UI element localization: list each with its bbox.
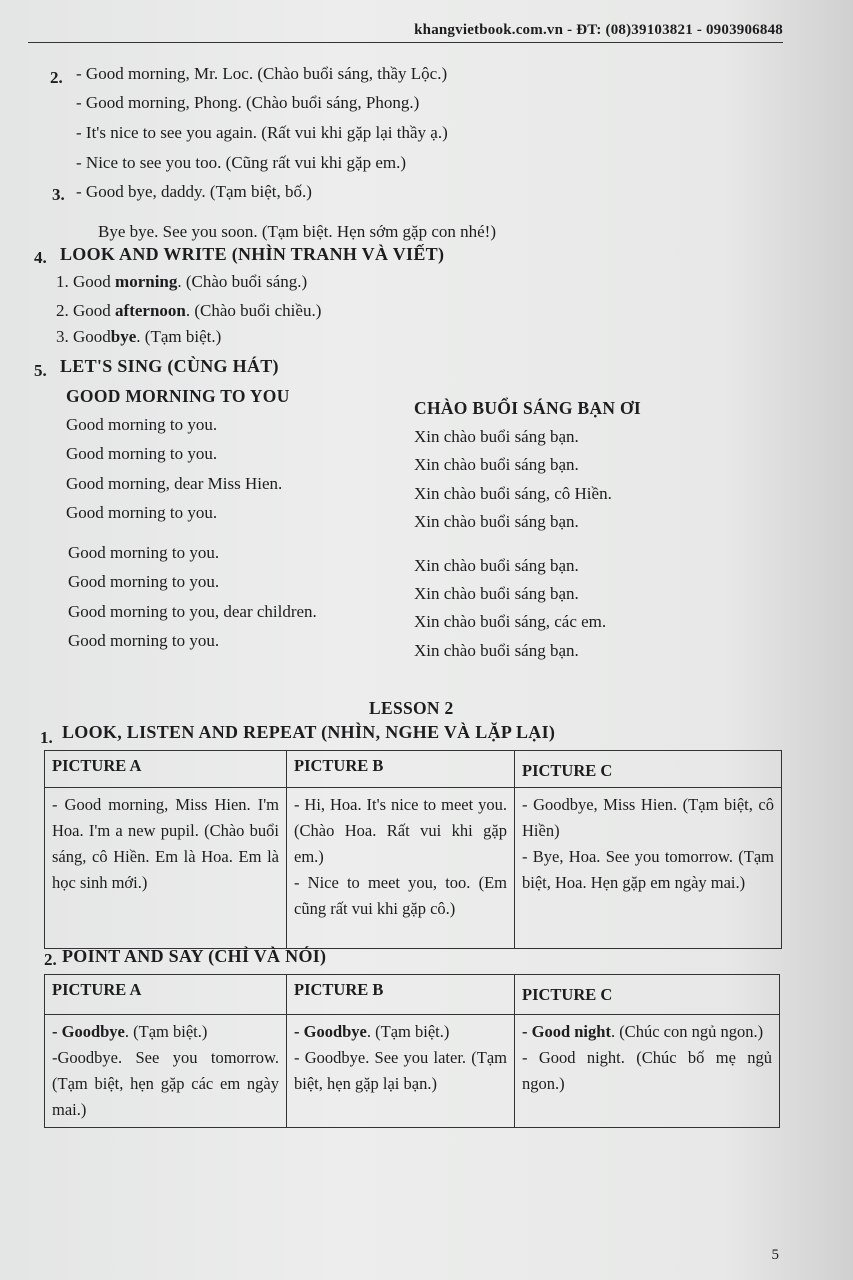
part-1-title: LOOK, LISTEN AND REPEAT (NHÌN, NGHE VÀ LẶP LẠI) xyxy=(62,722,556,742)
song-line: Xin chào buổi sáng bạn. xyxy=(414,584,579,603)
cell-line xyxy=(522,1019,772,1045)
song-line: Xin chào buổi sáng bạn. xyxy=(414,641,579,660)
dialogue-3-number: 3. xyxy=(52,185,65,204)
cell-picture-a: - Good morning, Miss Hien. I'm Hoa. I'm a new pupil. (Chào buổi sáng, cô Hiền. Em là Hoa. Em là học sinh mới.) xyxy=(45,788,287,949)
item-answer: afternoon xyxy=(115,301,186,320)
item-post: . (Tạm biệt.) xyxy=(136,327,222,346)
answer-bold: - Good night xyxy=(522,1022,611,1041)
header-picture-c: PICTURE C xyxy=(515,975,780,1015)
table-row xyxy=(45,788,782,949)
cell-picture-a xyxy=(45,1015,287,1128)
section-4-number: 4. xyxy=(34,248,47,267)
answer-item xyxy=(56,301,321,321)
cell-picture-b: - Hi, Hoa. It's nice to meet you. (Chào Hoa. Rất vui khi gặp em.) - Nice to meet you, too. (Em cũng rất vui khi gặp cô.) xyxy=(287,788,515,949)
item-number: 1. xyxy=(56,272,69,291)
song-line: Good morning to you. xyxy=(68,543,220,562)
table-header-row xyxy=(45,975,780,1015)
answer-bold: - Goodbye xyxy=(294,1022,367,1041)
answer-item xyxy=(56,327,221,347)
answer-rest: . (Chúc con ngủ ngon.) xyxy=(610,1022,764,1041)
section-4-title: LOOK AND WRITE (NHÌN TRANH VÀ VIẾT) xyxy=(60,244,445,264)
header-divider xyxy=(28,42,783,43)
header-picture-b: PICTURE B xyxy=(287,975,515,1015)
dialogue-line: Bye bye. See you soon. (Tạm biệt. Hẹn sớm gặp con nhé!) xyxy=(98,222,497,241)
song-line: Good morning to you. xyxy=(68,631,220,650)
song-line: Good morning to you, dear children. xyxy=(68,602,317,621)
song-line: Good morning to you. xyxy=(68,572,220,591)
answer-rest: . (Tạm biệt.) xyxy=(366,1022,450,1041)
item-post: . (Chào buổi chiều.) xyxy=(185,301,322,320)
point-say-table xyxy=(44,974,780,1128)
part-1-number: 1. xyxy=(40,728,53,747)
part-2-title: POINT AND SAY (CHỈ VÀ NÓI) xyxy=(62,946,327,966)
section-5-title: LET'S SING (CÙNG HÁT) xyxy=(60,356,279,376)
item-answer: morning xyxy=(115,272,178,291)
header-picture-c: PICTURE C xyxy=(515,751,782,788)
song-line: Xin chào buổi sáng bạn. xyxy=(414,427,579,446)
cell-line: - Good night. (Chúc bố mẹ ngủ ngon.) xyxy=(522,1048,772,1093)
item-post: . (Chào buổi sáng.) xyxy=(177,272,308,291)
song-line: Xin chào buổi sáng, các em. xyxy=(414,612,607,631)
dialogue-line: - Nice to see you too. (Cũng rất vui khi gặp em.) xyxy=(76,153,407,172)
dialogue-2-number: 2. xyxy=(50,68,63,87)
cell-line: -Goodbye. See you tomorrow. (Tạm biệt, hẹn gặp các em ngày mai.) xyxy=(52,1048,279,1119)
header-site: khangvietbook.com.vn - ĐT: (08)39103821 - 0903906848 xyxy=(414,22,783,38)
cell-line xyxy=(294,1019,507,1045)
dialogue-line: - Good bye, daddy. (Tạm biệt, bố.) xyxy=(76,182,312,201)
answer-bold: - Goodbye xyxy=(52,1022,125,1041)
song-line: Xin chào buổi sáng bạn. xyxy=(414,455,579,474)
cell-picture-c: - Goodbye, Miss Hien. (Tạm biệt, cô Hiền) - Bye, Hoa. See you tomorrow. (Tạm biệt, Hoa. Hẹn gặp em ngày mai.) xyxy=(515,788,782,949)
table-row xyxy=(45,1015,780,1128)
song-vi-title: CHÀO BUỔI SÁNG BẠN ƠI xyxy=(414,398,642,418)
section-5-number: 5. xyxy=(34,361,47,380)
answer-item xyxy=(56,272,307,292)
header-picture-b: PICTURE B xyxy=(287,751,515,788)
answer-rest: . (Tạm biệt.) xyxy=(124,1022,208,1041)
song-line: Xin chào buổi sáng, cô Hiền. xyxy=(414,484,612,503)
dialogue-line: - Good morning, Mr. Loc. (Chào buổi sáng, thầy Lộc.) xyxy=(76,64,448,83)
item-pre: Good xyxy=(73,327,111,346)
table-header-row xyxy=(45,751,782,788)
header-picture-a: PICTURE A xyxy=(45,975,287,1015)
song-line: Good morning, dear Miss Hien. xyxy=(66,474,283,493)
item-number: 3. xyxy=(56,327,69,346)
item-number: 2. xyxy=(56,301,69,320)
cell-line xyxy=(52,1019,279,1045)
cell-line: - Goodbye. See you later. (Tạm biệt, hẹn gặp lại bạn.) xyxy=(294,1048,507,1093)
song-line: Xin chào buổi sáng bạn. xyxy=(414,512,579,531)
song-en-title: GOOD MORNING TO YOU xyxy=(66,386,290,406)
dialogue-line: - It's nice to see you again. (Rất vui khi gặp lại thầy ạ.) xyxy=(76,123,448,142)
listen-repeat-table xyxy=(44,750,782,949)
item-pre: Good xyxy=(73,272,116,291)
page-number: 5 xyxy=(771,1247,779,1263)
song-line: Good morning to you. xyxy=(66,415,218,434)
dialogue-line: - Good morning, Phong. (Chào buổi sáng, Phong.) xyxy=(76,93,420,112)
song-line: Good morning to you. xyxy=(66,444,218,463)
song-line: Xin chào buổi sáng bạn. xyxy=(414,556,579,575)
part-2-number: 2. xyxy=(44,950,57,969)
song-line: Good morning to you. xyxy=(66,503,218,522)
header-picture-a: PICTURE A xyxy=(45,751,287,788)
cell-picture-b xyxy=(287,1015,515,1128)
lesson-2-title: LESSON 2 xyxy=(369,698,454,718)
item-pre: Good xyxy=(73,301,116,320)
cell-picture-c xyxy=(515,1015,780,1128)
item-answer: bye xyxy=(110,327,137,346)
